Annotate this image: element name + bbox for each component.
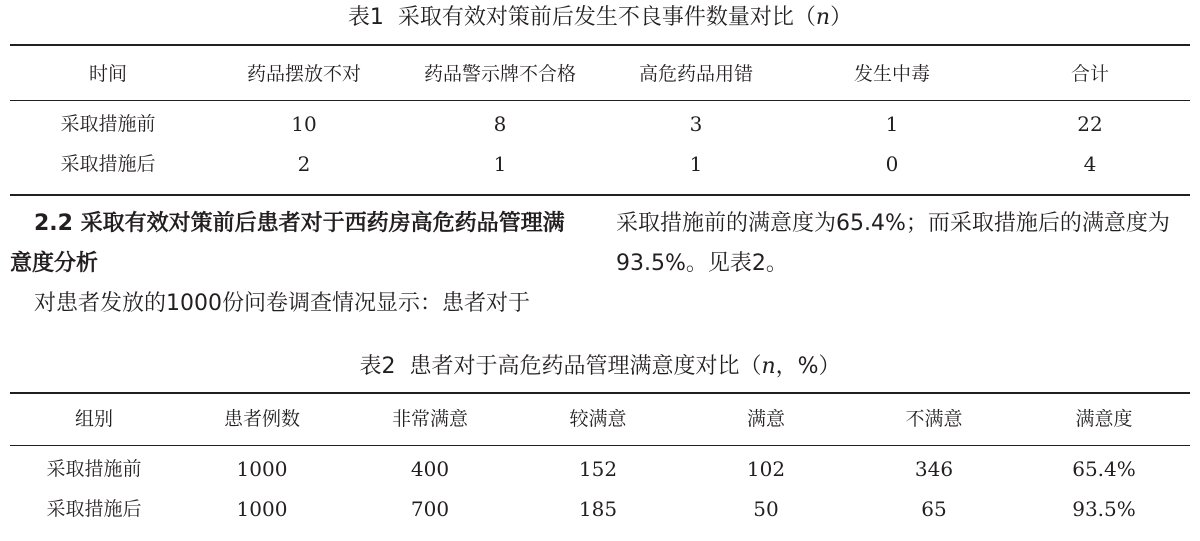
table1-cell: 采取措施后 bbox=[60, 153, 156, 175]
table-row bbox=[10, 144, 1190, 184]
table2-cell: 346 bbox=[914, 457, 954, 481]
table2-header-cell: 非常满意 bbox=[391, 408, 468, 430]
table2-cell: 采取措施后 bbox=[46, 498, 142, 520]
table2-header-rule bbox=[10, 445, 1190, 446]
table1-caption-close: ） bbox=[830, 5, 853, 30]
table1-cell: 采取措施前 bbox=[60, 113, 156, 135]
body-paragraph: 对患者发放的1000份问卷调查情况显示：患者对于 bbox=[34, 291, 530, 316]
section-title-line1: 采取有效对策前后患者对于西药房高危药品管理满 bbox=[80, 211, 565, 236]
table2-header-cell: 不满意 bbox=[905, 408, 963, 430]
table2-header-row bbox=[10, 399, 1190, 439]
table1-header-cell: 时间 bbox=[88, 63, 127, 85]
table2-header-cell: 较满意 bbox=[569, 408, 627, 430]
table1 bbox=[10, 54, 1190, 94]
table2-cell: 1000 bbox=[236, 457, 288, 481]
table1-cell: 2 bbox=[297, 152, 311, 176]
table1-bottom-rule bbox=[10, 194, 1190, 196]
table1-cell: 4 bbox=[1083, 152, 1097, 176]
table1-caption bbox=[0, 4, 1200, 32]
table2-caption-number: 表2 bbox=[359, 354, 396, 379]
table2-caption bbox=[0, 353, 1200, 381]
table1-header-cell: 药品警示牌不合格 bbox=[423, 63, 576, 85]
table2-cell: 65.4% bbox=[1072, 457, 1136, 481]
right-column bbox=[616, 204, 1192, 284]
left-column bbox=[10, 204, 590, 324]
table2-top-rule bbox=[10, 392, 1190, 394]
section-title-line2: 意度分析 bbox=[10, 251, 99, 276]
table2-caption-close: ，%） bbox=[775, 354, 841, 379]
table1-cell: 10 bbox=[291, 112, 317, 136]
table-row bbox=[10, 489, 1190, 529]
table2-body bbox=[10, 449, 1190, 529]
table2-header-cell: 满意度 bbox=[1075, 408, 1133, 430]
table1-header-rule bbox=[10, 100, 1190, 101]
table-row bbox=[10, 449, 1190, 489]
table1-cell: 8 bbox=[493, 112, 507, 136]
table2-cell: 93.5% bbox=[1072, 497, 1136, 521]
table-row bbox=[10, 104, 1190, 144]
table2-cell: 400 bbox=[410, 457, 450, 481]
table2-header-cell: 满意 bbox=[746, 408, 785, 430]
table1-cell: 1 bbox=[689, 152, 703, 176]
table1-header-cell: 发生中毒 bbox=[853, 63, 930, 85]
table1-top-rule bbox=[10, 44, 1190, 46]
body-paragraph-continued-line1: 采取措施前的满意度为65.4%；而采取措施后的满意度为 bbox=[616, 211, 1170, 236]
table2-cell: 1000 bbox=[236, 497, 288, 521]
table2-cell: 700 bbox=[410, 497, 450, 521]
table1-header-cell: 高危药品用错 bbox=[638, 63, 753, 85]
table1-cell: 0 bbox=[885, 152, 899, 176]
table2-cell: 185 bbox=[578, 497, 618, 521]
table1-header-row bbox=[10, 54, 1190, 94]
table2-cell: 65 bbox=[921, 497, 947, 521]
table1-cell: 1 bbox=[493, 152, 507, 176]
table1-caption-n: n bbox=[815, 5, 831, 30]
table2-cell: 152 bbox=[578, 457, 618, 481]
table1-header-cell: 合计 bbox=[1070, 63, 1109, 85]
table1-header-cell: 药品摆放不对 bbox=[246, 63, 361, 85]
table1-caption-number: 表1 bbox=[347, 5, 384, 30]
table1-cell: 3 bbox=[689, 112, 703, 136]
body-paragraph-continued-line2: 93.5%。见表2。 bbox=[616, 251, 788, 276]
table2-cell: 采取措施前 bbox=[46, 458, 142, 480]
table2-cell: 102 bbox=[746, 457, 786, 481]
table2-caption-n: n bbox=[761, 354, 776, 379]
table1-caption-text: 采取有效对策前后发生不良事件数量对比（ bbox=[397, 5, 816, 30]
section-heading bbox=[10, 204, 590, 244]
table2-cell: 50 bbox=[753, 497, 779, 521]
table2-caption-text: 患者对于高危药品管理满意度对比（ bbox=[409, 354, 762, 379]
table2-header-cell: 患者例数 bbox=[223, 408, 300, 430]
table2-header-cell: 组别 bbox=[74, 408, 113, 430]
table1-cell: 22 bbox=[1077, 112, 1103, 136]
table2 bbox=[10, 399, 1190, 439]
section-number: 2.2 bbox=[34, 211, 73, 236]
table1-body bbox=[10, 104, 1190, 184]
table1-cell: 1 bbox=[885, 112, 899, 136]
